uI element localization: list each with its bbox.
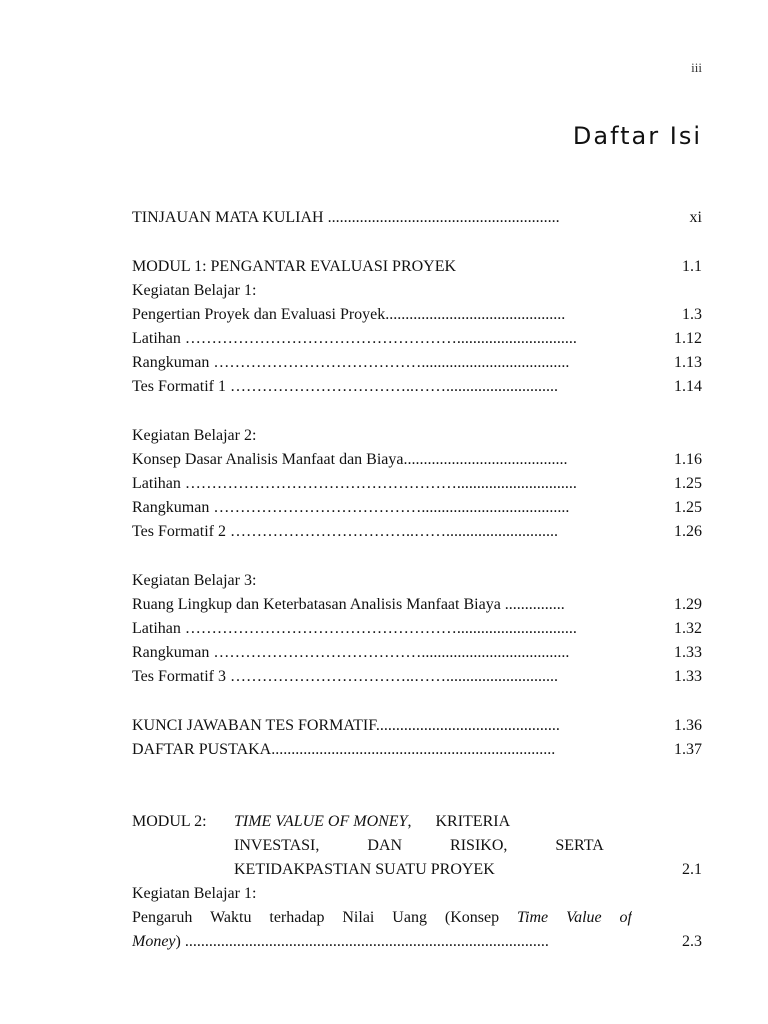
toc-entry-rangkuman xyxy=(132,351,702,375)
toc-entry-page: 1.13 xyxy=(674,354,702,371)
toc-entry-daftar-pustaka xyxy=(132,738,702,762)
toc-entry-latihan xyxy=(132,327,702,351)
toc-entry-page: 1.25 xyxy=(674,475,702,492)
toc-entry-text: Kegiatan Belajar 1: xyxy=(132,282,257,299)
page-title: Daftar Isi xyxy=(572,122,702,150)
toc-entry-page: 1.25 xyxy=(674,499,702,516)
toc-entry-tinjauan xyxy=(132,206,702,230)
toc-entry-text: DAFTAR PUSTAKA....................................................................... xyxy=(132,741,556,758)
toc-entry-modul-2-line-3 xyxy=(132,858,702,882)
modul-2-title-line-1 xyxy=(234,810,632,834)
toc-entry-modul-2 xyxy=(132,810,702,834)
modul-2-title-italic: TIME VALUE OF MONEY xyxy=(234,813,408,830)
pengaruh-waktu-italic: Time Value of xyxy=(517,909,632,926)
toc-entry-text xyxy=(132,906,632,930)
toc-entry-page: 1.12 xyxy=(674,330,702,347)
toc-entry-page: xi xyxy=(689,209,702,226)
toc-entry-text: Tes Formatif 1 ……………………………..……............................ xyxy=(132,378,558,395)
toc-entry-page: 1.1 xyxy=(682,258,702,275)
money-dots: ) ........................................................................................... xyxy=(175,933,549,950)
toc-entry-text: TINJAUAN MATA KULIAH .......................................................... xyxy=(132,209,560,226)
toc-entry-kegiatan-belajar-1-modul-2 xyxy=(132,882,702,906)
toc-entry-text: Latihan …………………………………………….............................. xyxy=(132,620,577,637)
modul-2-label: MODUL 2: xyxy=(132,813,207,830)
toc-entry-pengaruh-waktu xyxy=(132,906,702,930)
toc-entry-page: 2.1 xyxy=(682,861,702,878)
toc-entry-kegiatan-belajar-2 xyxy=(132,424,702,448)
toc-entry-text: Kegiatan Belajar 3: xyxy=(132,572,257,589)
toc-entry-page: 1.36 xyxy=(674,717,702,734)
page-number: iii xyxy=(691,60,702,75)
toc-entry-text: Kegiatan Belajar 2: xyxy=(132,427,257,444)
toc-entry-tes-formatif-2 xyxy=(132,520,702,544)
toc-entry-text: Rangkuman …………………………………..................................... xyxy=(132,354,570,371)
toc-entry-latihan xyxy=(132,472,702,496)
toc-entry-page: 1.16 xyxy=(674,451,702,468)
pengaruh-waktu-text: Pengaruh Waktu terhadap Nilai Uang (Konsep xyxy=(132,909,518,926)
toc-entry-page: 1.3 xyxy=(682,306,702,323)
modul-2-title-line-2: INVESTASI, DAN RISIKO, SERTA xyxy=(234,837,604,854)
toc-entry-tes-formatif-3 xyxy=(132,665,702,689)
toc-entry-page: 1.32 xyxy=(674,620,702,637)
toc-entry-text xyxy=(132,930,632,954)
toc-entry-page: 1.14 xyxy=(674,378,702,395)
toc-entry-page: 1.33 xyxy=(674,668,702,685)
toc-entry-text: Rangkuman …………………………………..................................... xyxy=(132,499,570,516)
toc-entry-text: Ruang Lingkup dan Keterbatasan Analisis Manfaat Biaya ............... xyxy=(132,596,565,613)
toc-entry-text: Tes Formatif 2 ……………………………..……............................ xyxy=(132,523,558,540)
toc-entry-pengertian-proyek xyxy=(132,303,702,327)
toc-entry-page: 1.33 xyxy=(674,644,702,661)
toc-entry-kunci-jawaban xyxy=(132,714,702,738)
toc-entry-text: Pengertian Proyek dan Evaluasi Proyek............................................. xyxy=(132,306,566,323)
toc-entry-ruang-lingkup xyxy=(132,593,702,617)
toc-entry-page: 1.29 xyxy=(674,596,702,613)
toc-entry-kegiatan-belajar-1 xyxy=(132,279,702,303)
toc-entry-text: Latihan …………………………………………….............................. xyxy=(132,475,577,492)
toc-entry-latihan xyxy=(132,617,702,641)
toc-entry-text: Latihan …………………………………………….............................. xyxy=(132,330,577,347)
toc-entry-text: Kegiatan Belajar 1: xyxy=(132,885,257,902)
toc-entry-text: KUNCI JAWABAN TES FORMATIF.............................................. xyxy=(132,717,560,734)
toc-entry-page: 2.3 xyxy=(682,933,702,950)
modul-2-title-rest: , KRITERIA xyxy=(407,813,511,830)
toc-entry-konsep-dasar xyxy=(132,448,702,472)
toc-entry-page: 1.37 xyxy=(674,741,702,758)
toc-entry-kegiatan-belajar-3 xyxy=(132,569,702,593)
toc-entry-rangkuman xyxy=(132,496,702,520)
toc-entry-page: 1.26 xyxy=(674,523,702,540)
toc-entry-text: Konsep Dasar Analisis Manfaat dan Biaya......................................... xyxy=(132,451,568,468)
toc-entry-text: MODUL 1: PENGANTAR EVALUASI PROYEK xyxy=(132,258,457,275)
toc-entry-modul-1 xyxy=(132,255,702,279)
toc-entry-rangkuman xyxy=(132,641,702,665)
toc-entry-tes-formatif-1 xyxy=(132,375,702,399)
toc-entry-text: Rangkuman …………………………………..................................... xyxy=(132,644,570,661)
toc-entry-text: Tes Formatif 3 ……………………………..……............................ xyxy=(132,668,558,685)
modul-2-title-line-3: KETIDAKPASTIAN SUATU PROYEK xyxy=(234,861,495,878)
money-italic: Money xyxy=(132,933,176,950)
toc-entry-pengaruh-waktu-line-2 xyxy=(132,930,702,954)
toc-entry-modul-2-line-2 xyxy=(132,834,702,858)
